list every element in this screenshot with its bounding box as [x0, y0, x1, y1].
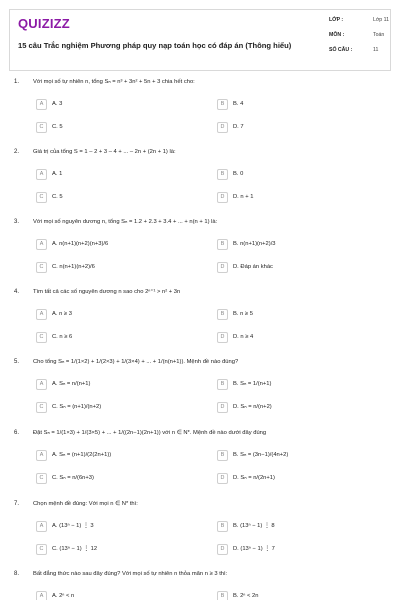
option-letter-box: C — [36, 262, 47, 273]
question-number: 6. — [14, 430, 20, 436]
option-c[interactable] — [36, 472, 94, 484]
option-letter-box: A — [36, 309, 47, 320]
option-letter-box: A — [36, 239, 47, 250]
option-text: A. 1 — [52, 171, 63, 177]
option-c[interactable] — [36, 543, 97, 555]
question-number: 3. — [14, 219, 20, 225]
option-text: B. n(n+1)(n+2)/3 — [233, 241, 276, 247]
option-letter-box: C — [36, 544, 47, 555]
option-text: A. n ≥ 3 — [52, 311, 72, 317]
option-c[interactable] — [36, 261, 95, 273]
option-a[interactable] — [36, 308, 72, 320]
option-letter-box: A — [36, 450, 47, 461]
option-letter-box: C — [36, 122, 47, 133]
option-text: A. 2ⁿ < n — [52, 593, 75, 599]
option-text: A. (13ⁿ − 1) ⋮ 3 — [52, 523, 94, 529]
option-letter-box: D — [217, 473, 228, 484]
option-text: B. n ≥ 5 — [233, 311, 253, 317]
option-c[interactable] — [36, 121, 63, 133]
question-number: 4. — [14, 289, 20, 295]
option-b[interactable] — [217, 378, 271, 390]
option-text: B. Sₙ = (3n−1)/(4n+2) — [233, 452, 289, 458]
option-d[interactable] — [217, 191, 253, 203]
question-text: Cho tổng Sₙ = 1/(1×2) + 1/(2×3) + 1/(3×4) + ... + 1/(n(n+1)). Mệnh đề nào đúng? — [33, 359, 239, 365]
option-d[interactable] — [217, 331, 253, 343]
option-text: D. n + 1 — [233, 194, 254, 200]
option-letter-box: B — [217, 309, 228, 320]
option-d[interactable] — [217, 401, 272, 413]
option-letter-box: B — [217, 99, 228, 110]
option-b[interactable] — [217, 98, 243, 110]
option-text: C. n ≥ 6 — [52, 334, 73, 340]
option-text: B. 4 — [233, 101, 244, 107]
option-text: A. n(n+1)(n+2)(n+3)/6 — [52, 241, 109, 247]
question-number: 5. — [14, 359, 20, 365]
question-number: 1. — [14, 79, 20, 85]
question-text: Với mọi số nguyên dương n, tổng Sₙ = 1.2 + 2.3 + 3.4 + ... + n(n + 1) là: — [33, 219, 218, 225]
meta-subject-label: MÔN : — [329, 32, 345, 38]
option-d[interactable] — [217, 261, 273, 273]
option-text: B. Sₙ = 1/(n+1) — [233, 381, 272, 387]
meta-grade-value: Lớp 11 — [373, 17, 389, 23]
question-text: Đặt Sₙ = 1/(1×3) + 1/(3×5) + ... + 1/((2n−1)(2n+1)) với n ∈ N*. Mệnh đề nào dưới đây đúng — [33, 430, 267, 436]
question-number: 8. — [14, 571, 20, 577]
option-letter-box: D — [217, 402, 228, 413]
option-b[interactable] — [217, 308, 253, 320]
option-a[interactable] — [36, 449, 111, 461]
option-letter-box: A — [36, 99, 47, 110]
meta-subject-value: Toán — [373, 32, 385, 38]
option-text: A. Sₙ = (n+1)/(2(2n+1)) — [52, 452, 112, 458]
option-text: D. n ≥ 4 — [233, 334, 254, 340]
option-letter-box: D — [217, 122, 228, 133]
option-d[interactable] — [217, 472, 275, 484]
question-text: Với mọi số tự nhiên n, tổng Sₙ = n³ + 3n² + 5n + 3 chia hết cho: — [33, 79, 195, 85]
option-text: A. 3 — [52, 101, 63, 107]
option-letter-box: A — [36, 379, 47, 390]
quizizz-logo: QUIZIZZ — [18, 16, 70, 31]
question-text: Giá trị của tổng S = 1 – 2 + 3 – 4 + ... – 2n + (2n + 1) là: — [33, 149, 176, 155]
option-a[interactable] — [36, 590, 74, 600]
option-b[interactable] — [217, 449, 288, 461]
option-letter-box: A — [36, 521, 47, 532]
option-b[interactable] — [217, 520, 275, 532]
question-text: Bất đẳng thức nào sau đây đúng? Với mọi số tự nhiên n thỏa mãn n ≥ 3 thì: — [33, 571, 228, 577]
meta-count-label: SỐ CÂU : — [329, 47, 353, 53]
option-letter-box: A — [36, 591, 47, 600]
option-letter-box: B — [217, 591, 228, 600]
option-text: C. Sₙ = (n+1)/(n+2) — [52, 404, 102, 410]
option-b[interactable] — [217, 168, 243, 180]
option-letter-box: C — [36, 192, 47, 203]
option-text: D. Sₙ = n/(2n+1) — [233, 475, 275, 481]
option-text: C. (13ⁿ − 1) ⋮ 12 — [52, 546, 98, 552]
document-title: 15 câu Trắc nghiệm Phương pháp quy nạp toán học có đáp án (Thông hiểu) — [18, 41, 292, 50]
option-letter-box: B — [217, 521, 228, 532]
option-a[interactable] — [36, 378, 90, 390]
option-text: D. Sₙ = n/(n+2) — [233, 404, 272, 410]
meta-count-value: 11 — [373, 47, 379, 53]
option-letter-box: B — [217, 450, 228, 461]
question-number: 2. — [14, 149, 20, 155]
option-text: C. Sₙ = n/(6n+3) — [52, 475, 94, 481]
question-text: Tìm tất cả các số nguyên dương n sao cho 2ⁿ⁺¹ > n² + 3n — [33, 289, 181, 295]
option-letter-box: B — [217, 169, 228, 180]
meta-grade-label: LỚP : — [329, 17, 344, 23]
option-d[interactable] — [217, 121, 244, 133]
option-text: B. 2ⁿ < 2n — [233, 593, 259, 599]
option-b[interactable] — [217, 238, 276, 250]
option-a[interactable] — [36, 98, 62, 110]
option-a[interactable] — [36, 168, 62, 180]
option-letter-box: C — [36, 402, 47, 413]
option-text: C. n(n+1)(n+2)/6 — [52, 264, 95, 270]
option-letter-box: B — [217, 239, 228, 250]
option-text: B. (13ⁿ − 1) ⋮ 8 — [233, 523, 275, 529]
option-text: B. 0 — [233, 171, 244, 177]
option-letter-box: D — [217, 192, 228, 203]
option-letter-box: A — [36, 169, 47, 180]
option-text: D. (13ⁿ − 1) ⋮ 7 — [233, 546, 275, 552]
option-letter-box: D — [217, 262, 228, 273]
option-b[interactable] — [217, 590, 258, 600]
option-letter-box: C — [36, 473, 47, 484]
option-a[interactable] — [36, 520, 94, 532]
option-text: C. 5 — [52, 194, 63, 200]
option-text: A. Sₙ = n/(n+1) — [52, 381, 91, 387]
option-letter-box: C — [36, 332, 47, 343]
worksheet-header — [9, 9, 391, 71]
option-text: C. 5 — [52, 124, 63, 130]
option-text: D. Đáp án khác — [233, 264, 273, 270]
question-number: 7. — [14, 501, 20, 507]
option-letter-box: D — [217, 332, 228, 343]
option-c[interactable] — [36, 331, 72, 343]
option-a[interactable] — [36, 238, 108, 250]
option-c[interactable] — [36, 401, 101, 413]
question-text: Chọn mệnh đề đúng: Với mọi n ∈ N* thì: — [33, 501, 138, 507]
option-d[interactable] — [217, 543, 275, 555]
option-letter-box: D — [217, 544, 228, 555]
option-letter-box: B — [217, 379, 228, 390]
option-text: D. 7 — [233, 124, 244, 130]
option-c[interactable] — [36, 191, 63, 203]
